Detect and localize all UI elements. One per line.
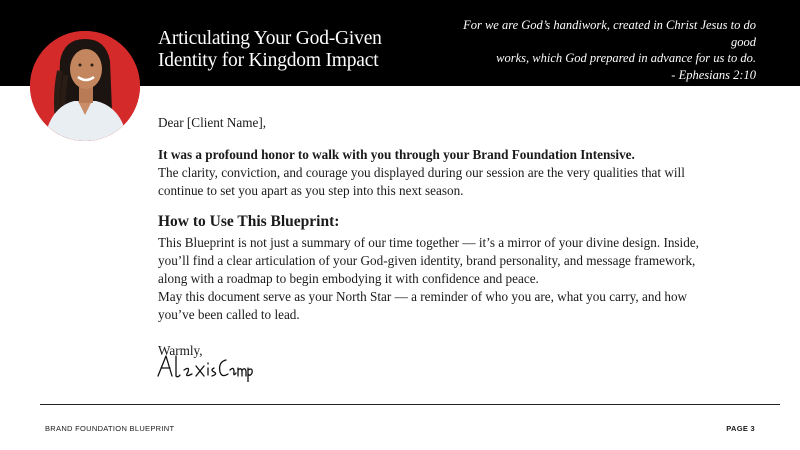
page-title-line-2: Identity for Kingdom Impact xyxy=(158,50,379,71)
scripture-quote-line-2: works, which God prepared in advance for us to do. xyxy=(496,51,756,65)
intro-paragraph: The clarity, conviction, and courage you displayed during our session are the very qualities that will continue to set you apart as you step into this next season. xyxy=(158,165,685,198)
scripture-reference: - Ephesians 2:10 xyxy=(671,67,756,82)
footer-document-title: BRAND FOUNDATION BLUEPRINT xyxy=(45,424,175,433)
page-number: PAGE 3 xyxy=(726,424,755,433)
scripture-quote-line-1: For we are God’s handiwork, created in Christ Jesus to do good xyxy=(463,18,756,49)
greeting: Dear [Client Name], xyxy=(158,115,267,130)
scripture-quote xyxy=(456,17,756,83)
page-title xyxy=(158,28,418,72)
page-title-line-1: Articulating Your God-Given xyxy=(158,28,382,49)
footer-divider xyxy=(40,404,780,405)
lead-statement: It was a profound honor to walk with you through your Brand Foundation Intensive. xyxy=(158,147,635,162)
avatar xyxy=(30,31,140,141)
closing: Warmly, xyxy=(158,343,203,358)
signature-image xyxy=(156,352,260,382)
body-paragraph-2: May this document serve as your North Star — a reminder of who you are, what you carry, and how you’ve been called to lead. xyxy=(158,289,688,322)
letter-body xyxy=(158,114,718,360)
avatar-portrait xyxy=(30,31,140,141)
body-paragraph-1: This Blueprint is not just a summary of our time together — it’s a mirror of your divine design. Inside, you’ll find a clear articulation of your God-given identity, brand personality, and message framework, along with a roadmap to begin embodying it with confidence and peace. xyxy=(158,235,699,286)
section-heading: How to Use This Blueprint: xyxy=(158,213,340,230)
signature xyxy=(156,352,260,387)
